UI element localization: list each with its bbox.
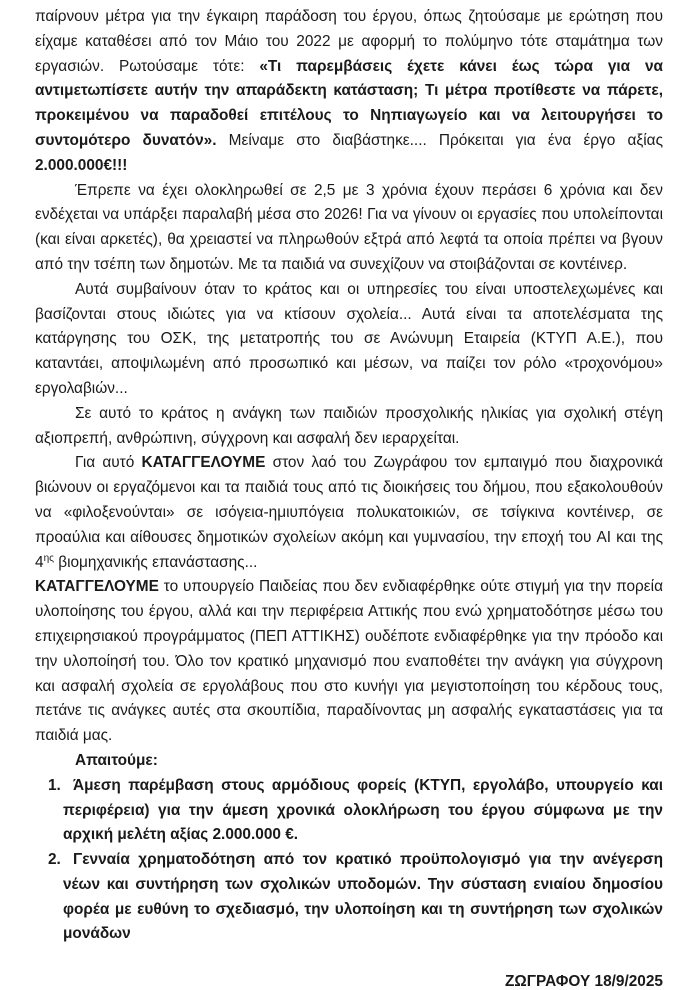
- demand-number: 1.: [48, 776, 61, 794]
- text-run: παίρνουν μέτρα για την έγκαιρη παράδοση του έργου, όπως ζητούσαμε με ερώτηση που είχαμε καταθέσει από τον Μάιο του 2022 με αφορμή το πολύμηνο τότε σταμάτημα των εργασιών. Ρωτούσαμε τότε:: [35, 8, 663, 75]
- denounce-keyword-bold: ΚΑΤΑΓΓΕΛΟΥΜΕ: [35, 578, 159, 596]
- demand-number: 2.: [48, 851, 61, 869]
- demand-item-2: [35, 848, 663, 947]
- demand-item-1: [35, 774, 663, 848]
- signature-date-line: ΖΩΓΡΑΦΟΥ 18/9/2025: [504, 973, 663, 990]
- state-services-paragraph: [35, 278, 663, 402]
- text-run: Σε αυτό το κράτος η ανάγκη των παιδιών προσχολικής ηλικίας για σχολική στέγη αξιοπρεπή, ανθρώπινη, σύγχρονη και ασφαλή δεν ιεραρχείται.: [35, 404, 663, 447]
- text-run: Αυτά συμβαίνουν όταν το κράτος και οι υπηρεσίες του είναι υποστελεχωμένες και βασίζονται στους ιδιώτες για να κτίσουν σχολεία... Αυτά είναι τα αποτελέσματα της κατάργησης του ΟΣΚ, της μετατροπής του σε Ανώνυμη Εταιρεία (ΚΤΥΠ Α.Ε.), που καταντάει, αποψιλωμένη από προσωπικό και μέσων, να παίζει τον ρόλο «τροχονόμου» εργολαβιών...: [35, 280, 663, 397]
- text-run: Έπρεπε να έχει ολοκληρωθεί σε 2,5 με 3 χρόνια έχουν περάσει 6 χρόνια και δεν ενδέχεται να υπάρξει παραλαβή μέσα στο 2026! Για να γίνουν οι εργασίες που υπολείπονται (και είναι αρκετές), θα χρειαστεί να πληρωθούν εξτρά από λεφτά τα οποία πρέπει να βγουν από την τσέπη των δημοτών. Με τα παιδιά να συνεχίζουν να στοιβάζονται σε κοντέινερ.: [35, 181, 663, 273]
- demand-text: Γενναία χρηματοδότηση από τον κρατικό προϋπολογισμό για την ανέγερση νέων και συντήρηση των σχολικών υποδομών. Την σύσταση ενιαίου δημοσίου φορέα με ευθύνη το σχεδιασμό, την υλοποίηση και τη συντήρηση των σχολικών μονάδων: [63, 851, 663, 943]
- text-run: Μείναμε στο διαβάστηκε.... Πρόκειται για ένα έργο αξίας: [228, 131, 663, 149]
- text-run: βιομηχανικής επανάστασης...: [53, 553, 258, 571]
- continuation-paragraph: [35, 5, 663, 179]
- ordinal-superscript: ης: [43, 552, 54, 564]
- text-run: στον λαό του Ζωγράφου τον εμπαιγμό που διαχρονικά βιώνουν οι εργαζόμενοι και τα παιδιά τους από τις διοικήσεις του δήμου, που εξακολουθούν να «φιλοξενούνται» σε ισόγεια-ημιυπόγεια πολυκατοικιών, σε τσίγκινα κοντέινερ, σε προαύλια και αίθουσες δημοτικών σχολείων ακόμη και γυμνασίου, την εποχή του AI και της 4: [35, 454, 663, 571]
- delay-paragraph: [35, 179, 663, 278]
- denounce-ministry-paragraph: [35, 575, 663, 749]
- text-run: το υπουργείο Παιδείας που δεν ενδιαφέρθηκε ούτε στιγμή για την πορεία υλοποίησης του έργου, αλλά και την περιφέρεια Αττικής που ενώ χρηματοδότησε μέσω του επιχειρησιακού προγράμματος (ΠΕΠ ΑΤΤΙΚΗΣ) ουδέποτε ενδιαφέρθηκε για την πρόοδο και την υλοποίησή του. Όλο τον κρατικό μηχανισμό που εναποθέτει την ανάγκη για σύγχρονη και ασφαλή σχολεία σε εργολάβους που στο κυνήγι για μεγιστοποίηση του κέρδους τους, πετάνε τις ανάγκες αυτές στα σκουπίδια, παραδίνοντας μη ασφαλής εγκαταστάσεις για τα παιδιά μας.: [35, 578, 663, 745]
- denounce-keyword-bold: ΚΑΤΑΓΓΕΛΟΥΜΕ: [141, 454, 266, 472]
- text-run: Για αυτό: [75, 454, 142, 472]
- bold-question-quote: «Τι παρεμβάσεις έχετε κάνει έως τώρα για να αντιμετωπίσετε αυτήν την απαράδεκτη κατάσταση; Τι μέτρα προτίθεστε να πάρετε, προκειμένου να παραδοθεί επιτέλους το Νηπιαγωγείο και να λειτουργήσει το συντομότερο δυνατόν».: [35, 57, 663, 149]
- denounce-municipality-paragraph: [35, 451, 663, 575]
- demand-text: Άμεση παρέμβαση στους αρμόδιους φορείς (ΚΤΥΠ, εργολάβο, υπουργείο και περιφέρεια) για την άμεση χρονικά ολοκλήρωση του έργου σύμφωνα με την αρχική μελέτη αξίας 2.000.000 €.: [63, 776, 663, 844]
- priorities-paragraph: [35, 402, 663, 452]
- demands-heading: Απαιτούμε:: [75, 751, 158, 769]
- project-value-bold: 2.000.000€!!!: [35, 156, 128, 174]
